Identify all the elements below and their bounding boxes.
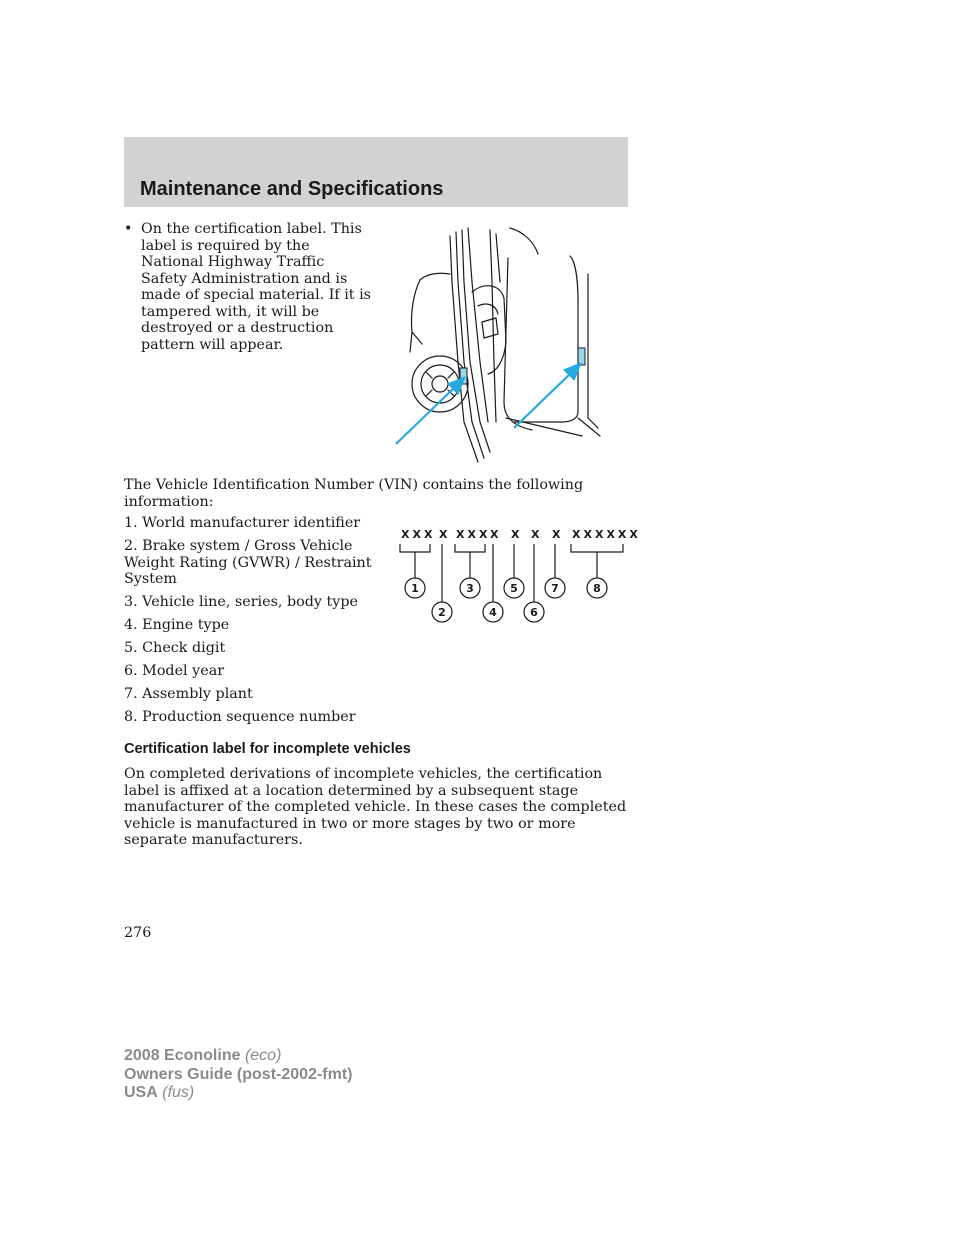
footer-model-code: (eco) xyxy=(244,1047,282,1064)
vin-group-6: X xyxy=(531,528,543,541)
list-item: 3. Vehicle line, series, body type xyxy=(124,594,358,610)
vin-intro: The Vehicle Identification Number (VIN) contains the following information: xyxy=(124,477,584,510)
footer-line-model xyxy=(124,1047,352,1066)
list-item: 1. World manufacturer identifier xyxy=(124,515,361,531)
footer-line-market xyxy=(124,1084,352,1103)
certification-subheading: Certification label for incomplete vehicles xyxy=(124,741,411,757)
callout-number-5: 5 xyxy=(510,582,518,595)
section-header-band xyxy=(124,137,628,207)
list-item: 8. Production sequence number xyxy=(124,709,356,725)
section-title: Maintenance and Specifications xyxy=(140,178,444,200)
list-item: 7. Assembly plant xyxy=(124,686,253,702)
certification-paragraph: On completed derivations of incomplete vehicles, the certification label is affixed at a location determined by a subsequent stage manufacturer of the completed vehicle. In these cases the completed vehicle is manufactured in two or more stages by two or more separate manufacturers. xyxy=(124,766,627,848)
bullet-dot: • xyxy=(124,221,133,237)
callout-number-6: 6 xyxy=(530,606,538,619)
callout-number-2: 2 xyxy=(438,606,446,619)
vin-component-list xyxy=(124,515,374,732)
bullet-item xyxy=(124,221,374,353)
vin-group-1: XXX xyxy=(401,528,436,541)
footer-model: 2008 Econoline xyxy=(124,1047,241,1064)
page-number: 276 xyxy=(124,925,152,941)
footer-guide: Owners Guide (post-2002-fmt) xyxy=(124,1065,353,1083)
bullet-text: On the certification label. This label is required by the National Highway Traffic Safety Administration and is made of special material. If it is tampered with, it will be destroyed or a destruction pattern will appear. xyxy=(141,221,371,353)
vin-group-4: X xyxy=(490,528,502,541)
document-footer xyxy=(124,1047,352,1103)
vin-diagram xyxy=(396,522,641,630)
vin-group-7: X xyxy=(552,528,564,541)
vin-group-8: XXXXXX xyxy=(572,528,641,541)
callout-number-4: 4 xyxy=(489,606,497,619)
vin-group-2: X xyxy=(439,528,451,541)
list-item: 2. Brake system / Gross Vehicle Weight Rating (GVWR) / Restraint System xyxy=(124,538,372,587)
list-item: 5. Check digit xyxy=(124,640,226,656)
list-item: 4. Engine type xyxy=(124,617,230,633)
vin-group-3: XXX xyxy=(456,528,491,541)
callout-number-8: 8 xyxy=(593,582,601,595)
footer-market: USA xyxy=(124,1084,158,1101)
certification-bullet xyxy=(124,221,374,353)
callout-number-1: 1 xyxy=(411,582,419,595)
footer-line-guide xyxy=(124,1066,352,1085)
door-label-illustration xyxy=(392,222,604,468)
callout-number-3: 3 xyxy=(466,582,474,595)
callout-number-7: 7 xyxy=(551,582,559,595)
list-item: 6. Model year xyxy=(124,663,225,679)
vin-group-5: X xyxy=(511,528,523,541)
footer-market-code: (fus) xyxy=(162,1084,195,1101)
